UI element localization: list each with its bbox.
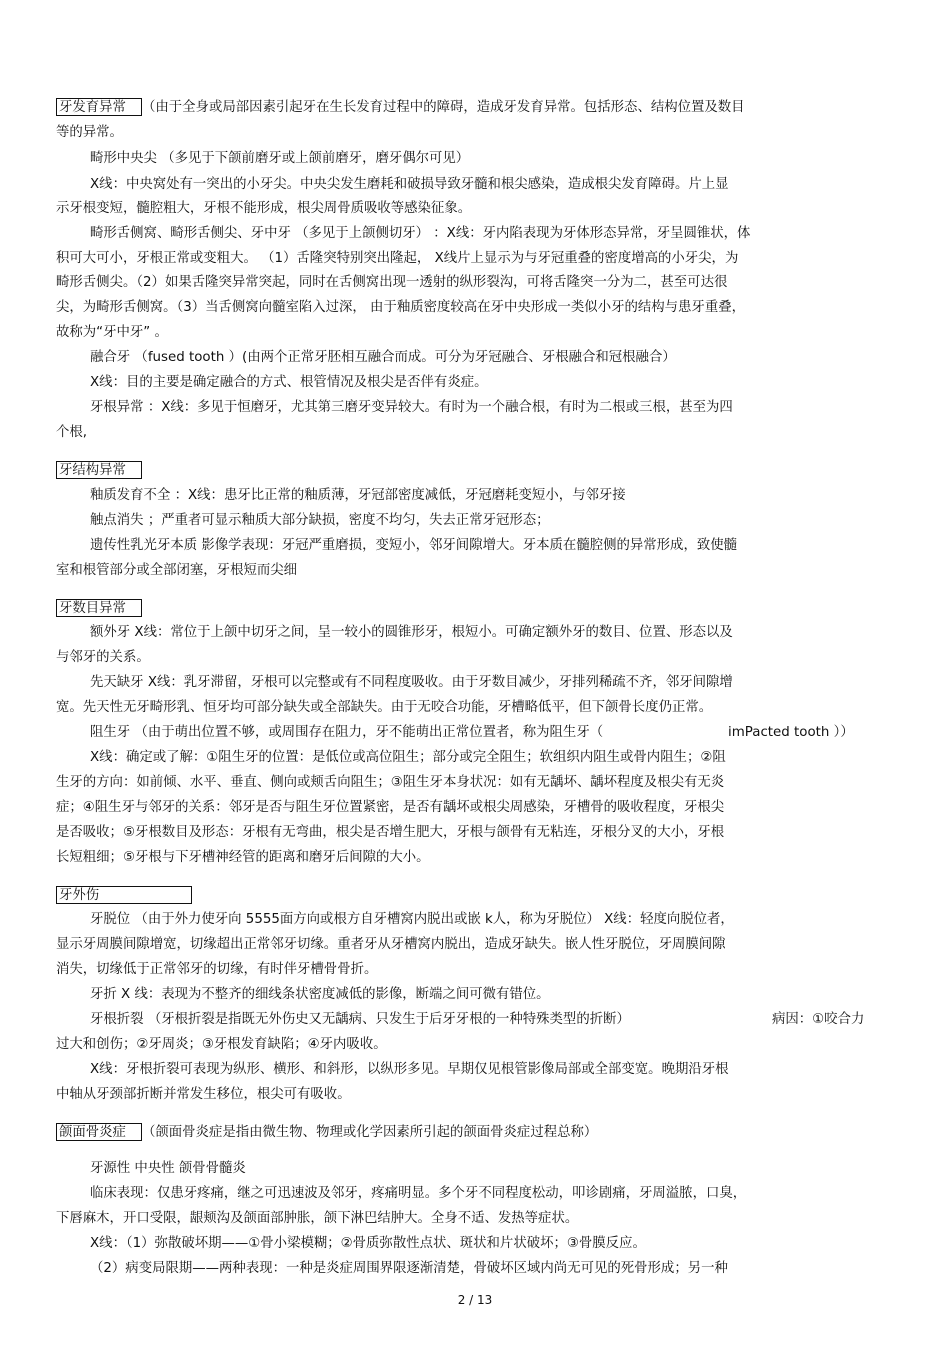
paragraph-line-cause: 病因：①咬合力 [772, 1012, 865, 1027]
paragraph-line: 牙源性 中央性 颌骨骨髓炎 [90, 1161, 246, 1176]
paragraph-line: 牙根折裂 （牙根折裂是指既无外伤史又无龋病、只发生于后牙牙根的一种特殊类型的折断） [90, 1012, 630, 1027]
section-number-heading-line [56, 599, 142, 617]
paragraph-line: 显示牙周膜间隙增宽，切缘超出正常邻牙切缘。重者牙从牙槽窝内脱出，造成牙缺失。嵌人性牙脱位，牙周膜间隙 [56, 937, 726, 952]
section-title-box: 牙外伤 [56, 886, 192, 904]
paragraph-line: 过大和创伤；②牙周炎；③牙根发育缺陷；④牙内吸收。 [56, 1037, 387, 1052]
paragraph-line: 症；④阻生牙与邻牙的关系：邻牙是否与阻生牙位置紧密，是否有龋坏或根尖周感染，牙槽骨的吸收程度，牙根尖 [56, 800, 725, 815]
paragraph-line-term: imPacted tooth ）） [728, 725, 854, 740]
paragraph-line: 生牙的方向：如前倾、水平、垂直、侧向或颊舌向阻生；③阻生牙本身状况：如有无龋坏、龋坏程度及根尖有无炎 [56, 775, 725, 790]
paragraph-line: 示牙根变短，髓腔粗大，牙根不能形成，根尖周骨质吸收等感染征象。 [56, 201, 472, 216]
paragraph-line: 临床表现：仅患牙疼痛，继之可迅速波及邻牙，疼痛明显。多个牙不同程度松动，叩诊剧痛，牙周溢脓，口臭， [90, 1186, 747, 1201]
paragraph-line: 等的异常。 [56, 125, 123, 140]
paragraph-line: 故称为“牙中牙” 。 [56, 325, 168, 340]
paragraph-line: 牙脱位 （由于外力使牙向 5555面方向或根方自牙槽窝内脱出或嵌 k人，称为牙脱位） X线：轻度向脱位者， [90, 912, 734, 927]
paragraph-line: 积可大可小，牙根正常或变粗大。 （1）舌隆突特别突出隆起， X线片上显示为与牙冠重叠的密度增高的小牙尖，为 [56, 251, 739, 266]
paragraph-line: 消失，切缘低于正常邻牙的切缘，有时伴牙槽骨骨折。 [56, 962, 378, 977]
paragraph-line: X线：目的主要是确定融合的方式、根管情况及根尖是否伴有炎症。 [90, 375, 488, 390]
paragraph-line: X线：确定或了解：①阻生牙的位置：是低位或高位阻生；部分或完全阻生；软组织内阻生或骨内阻生；②阻 [90, 750, 726, 765]
section-intro: （由于全身或局部因素引起牙在生长发育过程中的障碍，造成牙发育异常。包括形态、结构位置及数目 [142, 100, 745, 115]
paragraph-line: 下唇麻木，开口受限，龈颊沟及颌面部肿胀，颌下淋巴结肿大。全身不适、发热等症状。 [56, 1211, 579, 1226]
section-title-box: 颌面骨炎症 [56, 1123, 142, 1141]
section-dev-anomaly-heading-line [56, 98, 745, 116]
paragraph-line: 额外牙 X线：常位于上颌中切牙之间，呈一较小的圆锥形牙，根短小。可确定额外牙的数目、位置、形态以及 [90, 625, 733, 640]
section-title-box: 牙数目异常 [56, 599, 142, 617]
paragraph-line: X线：（1）弥散破坏期——①骨小梁模糊；②骨质弥散性点状、斑状和片状破坏；③骨膜反应。 [90, 1236, 646, 1251]
section-trauma-heading-line [56, 886, 192, 904]
paragraph-line: X线：牙根折裂可表现为纵形、横形、和斜形，以纵形多见。早期仅见根管影像局部或全部变宽。晚期沿牙根 [90, 1062, 729, 1077]
paragraph-line: 触点消失 ；严重者可显示釉质大部分缺损，密度不均匀，失去正常牙冠形态； [90, 513, 550, 528]
paragraph-line: 中轴从牙颈部折断并常发生移位，根尖可有吸收。 [56, 1087, 351, 1102]
paragraph-line: 室和根管部分或全部闭塞，牙根短而尖细 [56, 563, 298, 578]
section-title-box: 牙结构异常 [56, 461, 142, 479]
paragraph-line: 阻生牙 （由于萌出位置不够，或周围存在阻力，牙不能萌出正常位置者，称为阻生牙（ [90, 725, 604, 740]
paragraph-line: X线：中央窝处有一突出的小牙尖。中央尖发生磨耗和破损导致牙髓和根尖感染，造成根尖发育障碍。片上显 [90, 177, 729, 192]
paragraph-line: 融合牙 （fused tooth ）(由两个正常牙胚相互融合而成。可分为牙冠融合、牙根融合和冠根融合） [90, 350, 676, 365]
page-number: 2 / 13 [457, 1293, 493, 1307]
paragraph-line: 釉质发育不全 ：X线：患牙比正常的釉质薄，牙冠部密度减低，牙冠磨耗变短小，与邻牙接 [90, 488, 626, 503]
paragraph-line: 畸形中央尖 （多见于下颌前磨牙或上颌前磨牙，磨牙偶尔可见） [90, 151, 470, 166]
paragraph-line: 个根, [56, 425, 88, 440]
paragraph-line: 畸形舌侧尖。（2）如果舌隆突异常突起，同时在舌侧窝出现一透射的纵形裂沟，可将舌隆突一分为二，甚至可达很 [56, 275, 728, 290]
paragraph-line: 与邻牙的关系。 [56, 650, 150, 665]
paragraph-line: 牙折 X 线：表现为不整齐的细线条状密度减低的影像，断端之间可微有错位。 [90, 987, 550, 1002]
section-intro: （颌面骨炎症是指由微生物、物理或化学因素所引起的颌面骨炎症过程总称） [142, 1125, 598, 1140]
paragraph-line: 先天缺牙 X线：乳牙滞留，牙根可以完整或有不同程度吸收。由于牙数目减少，牙排列稀疏不齐，邻牙间隙增 [90, 675, 733, 690]
paragraph-line: 长短粗细；⑤牙根与下牙槽神经管的距离和磨牙后间隙的大小。 [56, 850, 430, 865]
paragraph-line: 是否吸收；⑤牙根数目及形态：牙根有无弯曲，根尖是否增生肥大，牙根与颌骨有无粘连，牙根分叉的大小，牙根 [56, 825, 725, 840]
paragraph-line: 宽。先天性无牙畸形乳、恒牙均可部分缺失或全部缺失。由于无咬合功能，牙槽略低平，但下颌骨长度仍正常。 [56, 700, 713, 715]
section-structure-heading-line [56, 461, 142, 479]
paragraph-line: 畸形舌侧窝、畸形舌侧尖、牙中牙 （多见于上颌侧切牙） ：X线：牙内陷表现为牙体形态异常，牙呈圆锥状，体 [90, 226, 751, 241]
paragraph-line: （2）病变局限期——两种表现：一种是炎症周围界限逐渐清楚，骨破坏区域内尚无可见的死骨形成；另一种 [90, 1261, 728, 1276]
section-inflammation-heading-line [56, 1123, 597, 1141]
section-title-box: 牙发育异常 [56, 98, 142, 116]
paragraph-line: 牙根异常 ：X线：多见于恒磨牙，尤其第三磨牙变异较大。有时为一个融合根，有时为二根或三根，甚至为四 [90, 400, 733, 415]
paragraph-line: 尖，为畸形舌侧窝。（3）当舌侧窝向髓室陷入过深， 由于釉质密度较高在牙中央形成一类似小牙的结构与患牙重叠， [56, 300, 745, 315]
paragraph-line: 遗传性乳光牙本质 影像学表现：牙冠严重磨损，变短小，邻牙间隙增大。牙本质在髓腔侧的异常形成，致使髓 [90, 538, 738, 553]
